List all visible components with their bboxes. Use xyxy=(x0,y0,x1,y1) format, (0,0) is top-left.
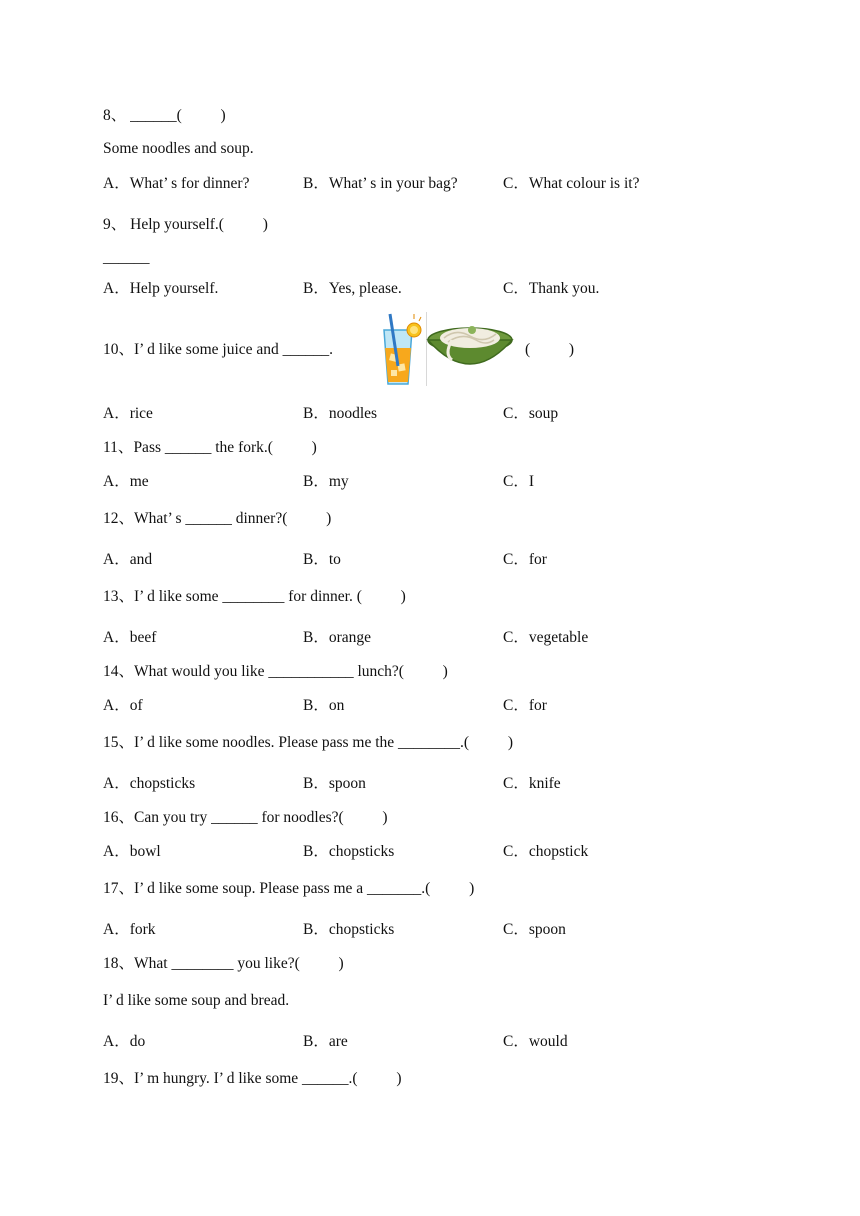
noodle-bowl-icon xyxy=(426,318,514,374)
question-number: 19、 xyxy=(103,1070,135,1087)
question-18-response: I’ d like some soup and bread. xyxy=(103,992,290,1009)
answer-bracket: ( ) xyxy=(525,341,575,358)
question-stem: I’ d like some juice and ______. xyxy=(134,341,334,358)
question-13 xyxy=(103,587,406,607)
question-19 xyxy=(103,1069,401,1089)
option-c: C．Thank you. xyxy=(503,280,600,297)
option-c: C．I xyxy=(503,473,535,490)
question-17 xyxy=(103,879,474,899)
option-a: A．do xyxy=(103,1033,146,1050)
option-a: A．bowl xyxy=(103,843,161,860)
question-number: 12、 xyxy=(103,510,135,527)
option-b: B．chopsticks xyxy=(303,921,395,938)
option-c: C．vegetable xyxy=(503,629,589,646)
question-number: 13、 xyxy=(103,588,135,605)
question-8 xyxy=(103,106,226,126)
question-stem: I’ m hungry. I’ d like some ______.( ) xyxy=(134,1070,402,1087)
question-number: 18、 xyxy=(103,955,135,972)
option-c: C．for xyxy=(503,697,547,714)
question-number: 17、 xyxy=(103,880,135,897)
question-stem: I’ d like some ________ for dinner. ( ) xyxy=(134,588,406,605)
option-b: B．chopsticks xyxy=(303,843,395,860)
option-b: B．orange xyxy=(303,629,372,646)
option-c: C．would xyxy=(503,1033,568,1050)
question-10 xyxy=(103,340,333,360)
question-stem: I’ d like some noodles. Please pass me the ________.( ) xyxy=(134,734,513,751)
question-stem: ______( ) xyxy=(126,107,226,124)
option-b: B．Yes, please. xyxy=(303,280,402,297)
question-number: 8、 xyxy=(103,107,127,124)
option-c: C．soup xyxy=(503,405,559,422)
question-11 xyxy=(103,438,317,458)
option-b: B．my xyxy=(303,473,349,490)
question-stem: What’ s ______ dinner?( ) xyxy=(134,510,332,527)
question-number: 15、 xyxy=(103,734,135,751)
option-c: C．for xyxy=(503,551,547,568)
question-stem: Help yourself.( ) xyxy=(126,216,268,233)
option-c: C．What colour is it? xyxy=(503,175,640,192)
option-a: A．and xyxy=(103,551,153,568)
question-number: 10、 xyxy=(103,341,135,358)
question-stem: What would you like ___________ lunch?( ) xyxy=(134,663,448,680)
question-9 xyxy=(103,215,268,235)
question-number: 16、 xyxy=(103,809,135,826)
question-stem: I’ d like some soup. Please pass me a _______.( ) xyxy=(134,880,475,897)
option-c: C．chopstick xyxy=(503,843,589,860)
option-a: A．chopsticks xyxy=(103,775,196,792)
option-b: B．to xyxy=(303,551,341,568)
option-b: B．noodles xyxy=(303,405,378,422)
option-a: A．Help yourself. xyxy=(103,280,219,297)
option-a: A．me xyxy=(103,473,149,490)
question-number: 11、 xyxy=(103,439,134,456)
question-18 xyxy=(103,954,344,974)
option-c: C．knife xyxy=(503,775,561,792)
option-a: A．fork xyxy=(103,921,156,938)
question-8-prompt: Some noodles and soup. xyxy=(103,140,254,157)
option-b: B．on xyxy=(303,697,345,714)
question-16 xyxy=(103,808,388,828)
question-15 xyxy=(103,733,513,753)
option-a: A．beef xyxy=(103,629,157,646)
question-9-answer-blank: ______ xyxy=(103,249,150,266)
option-a: A．What’ s for dinner? xyxy=(103,175,250,192)
option-b: B．What’ s in your bag? xyxy=(303,175,458,192)
option-a: A．rice xyxy=(103,405,153,422)
juice-glass-icon xyxy=(374,310,426,388)
option-c: C．spoon xyxy=(503,921,566,938)
question-14 xyxy=(103,662,448,682)
question-number: 14、 xyxy=(103,663,135,680)
question-12 xyxy=(103,509,331,529)
option-b: B．are xyxy=(303,1033,348,1050)
question-stem: What ________ you like?( ) xyxy=(134,955,344,972)
question-stem: Pass ______ the fork.( ) xyxy=(133,439,317,456)
option-a: A．of xyxy=(103,697,143,714)
question-number: 9、 xyxy=(103,216,127,233)
option-b: B．spoon xyxy=(303,775,366,792)
question-stem: Can you try ______ for noodles?( ) xyxy=(134,809,388,826)
